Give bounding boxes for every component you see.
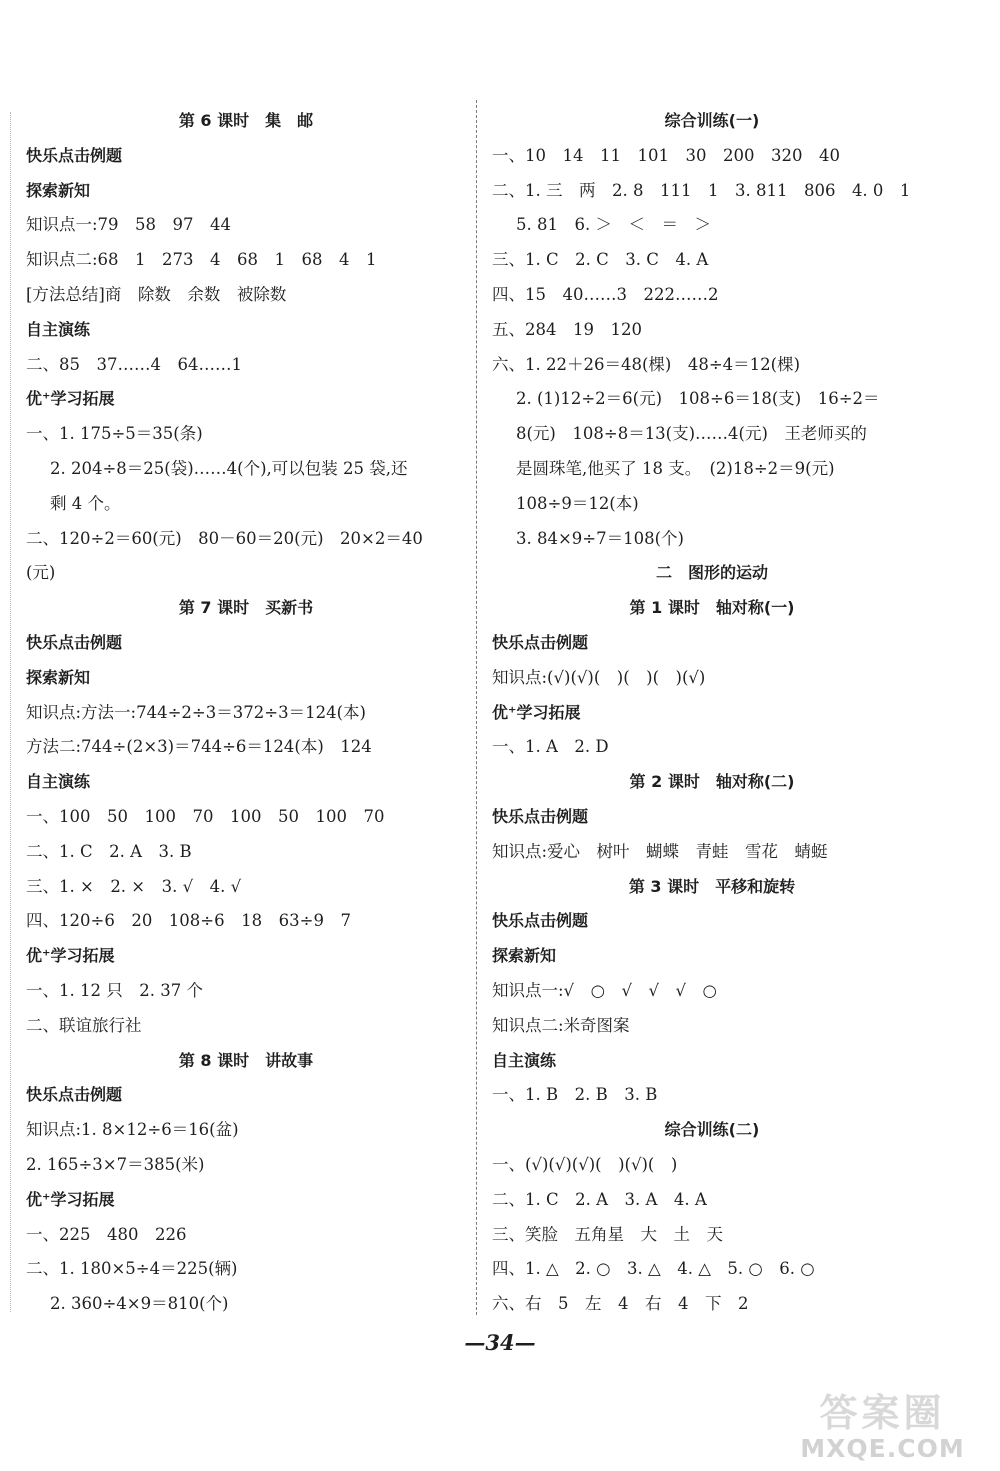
answer-line: 8(元) 108÷8＝13(支)……4(元) 王老师买的	[516, 424, 867, 444]
answer-line: 2. 165÷3×7＝385(米)	[26, 1154, 205, 1174]
subsection-label: 自主演练	[26, 319, 91, 339]
answer-line: 四、1. △ 2. ○ 3. △ 4. △ 5. ○ 6. ○	[492, 1259, 815, 1279]
answer-line: 三、1. × 2. × 3. √ 4. √	[26, 876, 242, 896]
subsection-label: 探索新知	[26, 667, 91, 687]
answer-line: 二、1. C 2. A 3. A 4. A	[492, 1189, 707, 1209]
answer-line: 一、1. 12 只 2. 37 个	[26, 980, 203, 1000]
watermark-url: MXQE.COM	[800, 1434, 965, 1463]
answer-line: 一、(√)(√)(√)( )(√)( )	[492, 1154, 678, 1174]
answer-line: 四、15 40……3 222……2	[492, 284, 719, 304]
answer-column-left	[26, 104, 466, 1322]
answer-line: 108÷9＝12(本)	[516, 493, 639, 513]
section-heading: 二 图形的运动	[655, 563, 768, 583]
answer-line: 3. 84×9÷7＝108(个)	[516, 528, 684, 548]
section-heading: 第 1 课时 轴对称(一)	[629, 598, 795, 618]
subsection-label: 探索新知	[26, 180, 91, 200]
section-heading: 第 6 课时 集 邮	[178, 111, 314, 130]
answer-line: 二、120÷2＝60(元) 80－60＝20(元) 20×2＝40	[26, 528, 423, 548]
answer-line: 六、右 5 左 4 右 4 下 2	[492, 1294, 749, 1314]
watermark-logo	[780, 1382, 985, 1466]
subsection-label: 快乐点击例题	[492, 911, 589, 931]
page-number: —34—	[464, 1330, 536, 1355]
answer-line: 三、1. C 2. C 3. C 4. A	[492, 250, 709, 270]
section-heading: 综合训练(一)	[664, 111, 760, 130]
subsection-label: 自主演练	[26, 772, 91, 792]
answer-line: 5. 81 6. ＞ ＜ ＝ ＞	[516, 215, 711, 235]
answer-column-right	[492, 104, 932, 1322]
subsection-label: 快乐点击例题	[492, 806, 589, 826]
answer-line: 知识点二:68 1 273 4 68 1 68 4 1	[26, 250, 377, 270]
answer-line: 知识点二:米奇图案	[492, 1015, 630, 1035]
answer-line: 知识点:方法一:744÷2÷3＝372÷3＝124(本)	[26, 702, 366, 722]
answer-line: 2. (1)12÷2＝6(元) 108÷6＝18(支) 16÷2＝	[516, 389, 880, 409]
answer-line: [方法总结]商 除数 余数 被除数	[26, 284, 287, 304]
answer-line: 二、1. 180×5÷4＝225(辆)	[26, 1259, 238, 1279]
answer-line: 2. 360÷4×9＝810(个)	[50, 1294, 229, 1314]
section-heading: 第 2 课时 轴对称(二)	[629, 772, 795, 792]
answer-line: 二、联谊旅行社	[26, 1015, 142, 1035]
answer-line: 二、85 37……4 64……1	[26, 354, 242, 374]
answer-line: 一、100 50 100 70 100 50 100 70	[26, 806, 385, 826]
section-heading: 综合训练(二)	[664, 1120, 760, 1140]
section-heading: 第 8 课时 讲故事	[178, 1050, 314, 1070]
column-divider	[476, 100, 477, 1315]
subsection-label: 快乐点击例题	[26, 1085, 123, 1105]
page-edge-rule	[10, 112, 11, 1312]
answer-line: 一、225 480 226	[26, 1224, 187, 1244]
subsection-label: 优⁺学习拓展	[492, 702, 581, 722]
answer-line: 二、1. C 2. A 3. B	[26, 841, 192, 861]
answer-line: 知识点:爱心 树叶 蝴蝶 青蛙 雪花 蜻蜓	[492, 841, 828, 861]
subsection-label: 快乐点击例题	[26, 145, 123, 165]
subsection-label: 探索新知	[492, 946, 557, 966]
answer-line: 是圆珠笔,他买了 18 支。 (2)18÷2＝9(元)	[516, 458, 835, 478]
subsection-label: 快乐点击例题	[26, 632, 123, 652]
answer-line: 方法二:744÷(2×3)＝744÷6＝124(本) 124	[26, 737, 372, 757]
answer-line: (元)	[26, 563, 56, 583]
watermark-text: 答案圈	[819, 1391, 946, 1435]
subsection-label: 自主演练	[492, 1050, 557, 1070]
answer-line: 五、284 19 120	[492, 319, 642, 339]
subsection-label: 优⁺学习拓展	[26, 389, 115, 409]
answer-line: 知识点一:79 58 97 44	[26, 215, 232, 235]
answer-line: 六、1. 22＋26＝48(棵) 48÷4＝12(棵)	[492, 354, 801, 374]
answer-line: 2. 204÷8＝25(袋)……4(个),可以包装 25 袋,还	[50, 458, 408, 478]
answer-line: 知识点一:√ ○ √ √ √ ○	[492, 980, 717, 1000]
answer-line: 三、笑脸 五角星 大 土 天	[492, 1224, 723, 1244]
answer-line: 一、1. 175÷5＝35(条)	[26, 424, 203, 444]
section-heading: 第 7 课时 买新书	[178, 598, 314, 618]
subsection-label: 快乐点击例题	[492, 632, 589, 652]
subsection-label: 优⁺学习拓展	[26, 946, 115, 966]
answer-line: 知识点:(√)(√)( )( )( )(√)	[492, 667, 706, 687]
section-heading: 第 3 课时 平移和旋转	[628, 876, 796, 896]
answer-line: 一、10 14 11 101 30 200 320 40	[492, 145, 840, 165]
answer-line: 一、1. B 2. B 3. B	[492, 1085, 658, 1105]
answer-line: 二、1. 三 两 2. 8 111 1 3. 811 806 4. 0 1	[492, 180, 911, 200]
answer-line: 知识点:1. 8×12÷6＝16(盆)	[26, 1120, 239, 1140]
answer-line: 一、1. A 2. D	[492, 737, 609, 757]
answer-line: 剩 4 个。	[50, 493, 121, 513]
answer-line: 四、120÷6 20 108÷6 18 63÷9 7	[26, 911, 351, 931]
subsection-label: 优⁺学习拓展	[26, 1189, 115, 1209]
